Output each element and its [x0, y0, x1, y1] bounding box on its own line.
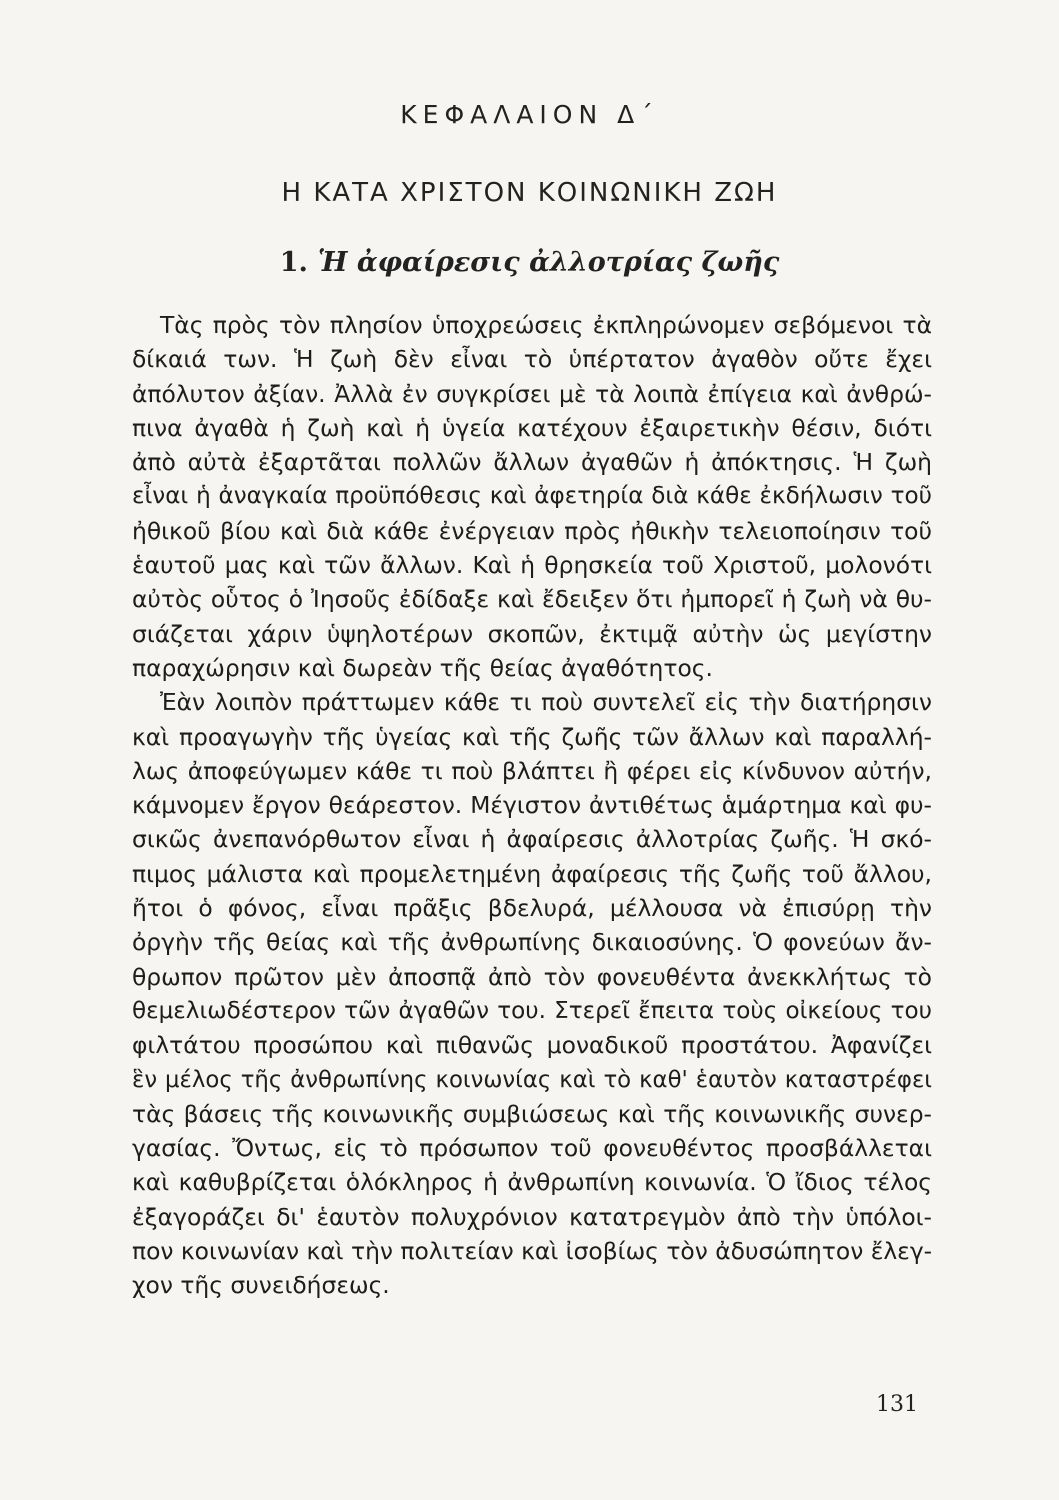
- section-heading: Ἡ ἀφαίρεσις ἀλλοτρίας ζωῆς: [317, 247, 780, 278]
- chapter-title: Η ΚΑΤΑ ΧΡΙΣΤΟΝ ΚΟΙΝΩΝΙΚΗ ΖΩΗ: [281, 178, 778, 208]
- text-line: σικῶς ἀνεπανόρθωτον εἶναι ἡ ἀφαίρεσις ἀλλοτρίας ζωῆς. Ἡ σκό-: [132, 825, 932, 854]
- text-line: κάμνομεν ἔργον θεάρεστον. Μέγιστον ἀντιθέτως ἁμάρτημα καὶ φυ-: [132, 791, 932, 820]
- text-line: καὶ προαγωγὴν τῆς ὑγείας καὶ τῆς ζωῆς τῶν ἄλλων καὶ παραλλή-: [132, 722, 932, 751]
- text-line: λως ἀποφεύγωμεν κάθε τι ποὺ βλάπτει ἢ φέρει εἰς κίνδυνον αὐτήν,: [132, 756, 932, 785]
- text-line: αὐτὸς οὗτος ὁ Ἰησοῦς ἐδίδαξε καὶ ἔδειξεν ὅτι ἠμπορεῖ ἡ ζωὴ νὰ θυ-: [132, 585, 932, 614]
- text-line: φιλτάτου προσώπου καὶ πιθανῶς μοναδικοῦ προστάτου. Ἀφανίζει: [132, 1031, 932, 1060]
- text-line: σιάζεται χάριν ὑψηλοτέρων σκοπῶν, ἐκτιμᾷ αὐτὴν ὡς μεγίστην: [132, 619, 932, 648]
- text-line: εἶναι ἡ ἀναγκαία προϋπόθεσις καὶ ἀφετηρία διὰ κάθε ἐκδήλωσιν τοῦ: [132, 483, 932, 510]
- text-line: γασίας. Ὄντως, εἰς τὸ πρόσωπον τοῦ φονευθέντος προσβάλλεται: [132, 1134, 932, 1163]
- text-line: ἑαυτοῦ μας καὶ τῶν ἄλλων. Καὶ ἡ θρησκεία τοῦ Χριστοῦ, μολονότι: [132, 551, 932, 580]
- text-line: πον κοινωνίαν καὶ τὴν πολιτείαν καὶ ἰσοβίως τὸν ἀδυσώπητον ἔλεγ-: [132, 1237, 933, 1266]
- text-line: ὀργὴν τῆς θείας καὶ τῆς ἀνθρωπίνης δικαιοσύνης. Ὁ φονεύων ἄν-: [132, 928, 932, 957]
- text-line: δίκαιά των. Ἡ ζωὴ δὲν εἶναι τὸ ὑπέρτατον ἀγαθὸν οὔτε ἔχει: [132, 345, 932, 374]
- text-line: πιμος μάλιστα καὶ προμελετημένη ἀφαίρεσις τῆς ζωῆς τοῦ ἄλλου,: [132, 859, 932, 888]
- text-line: ἠθικοῦ βίου καὶ διὰ κάθε ἐνέργειαν πρὸς ἠθικὴν τελειοποίησιν τοῦ: [132, 516, 932, 545]
- text-line: παραχώρησιν καὶ δωρεὰν τῆς θείας ἀγαθότητος.: [132, 653, 713, 682]
- section-title: [0, 247, 1059, 278]
- text-line: θεμελιωδέστερον τῶν ἀγαθῶν του. Στερεῖ ἔπειτα τοὺς οἰκείους του: [132, 997, 932, 1024]
- text-line: ἐξαγοράζει δι' ἑαυτὸν πολυχρόνιον κατατρεγμὸν ἀπὸ τὴν ὑπόλοι-: [132, 1202, 932, 1231]
- text-line: ἓν μέλος τῆς ἀνθρωπίνης κοινωνίας καὶ τὸ καθ' ἑαυτὸν καταστρέφει: [132, 1066, 932, 1093]
- chapter-label: ΚΕΦΑΛΑΙΟΝ Δ΄: [400, 100, 659, 129]
- body-text: [132, 308, 932, 1303]
- text-line: θρωπον πρῶτον μὲν ἀποσπᾷ ἀπὸ τὸν φονευθέντα ἀνεκκλήτως τὸ: [132, 962, 932, 991]
- text-line: ἤτοι ὁ φόνος, εἶναι πρᾶξις βδελυρά, μέλλουσα νὰ ἐπισύρῃ τὴν: [132, 894, 932, 923]
- text-line: καὶ καθυβρίζεται ὁλόκληρος ἡ ἀνθρωπίνη κοινωνία. Ὁ ἴδιος τέλος: [132, 1168, 932, 1197]
- text-line: χον τῆς συνειδήσεως.: [132, 1271, 390, 1300]
- text-line: Ἐὰν λοιπὸν πράττωμεν κάθε τι ποὺ συντελεῖ εἰς τὴν διατήρησιν: [160, 688, 932, 717]
- page-number: 131: [876, 1392, 918, 1417]
- text-line: ἀπὸ αὐτὰ ἐξαρτᾶται πολλῶν ἄλλων ἀγαθῶν ἡ ἀπόκτησις. Ἡ ζωὴ: [132, 448, 932, 477]
- text-line: πινα ἀγαθὰ ἡ ζωὴ καὶ ἡ ὑγεία κατέχουν ἐξαιρετικὴν θέσιν, διότι: [132, 413, 932, 442]
- section-number: 1.: [279, 247, 308, 278]
- paragraph-1: [132, 308, 932, 685]
- paragraph-2: [132, 685, 932, 1302]
- text-line: ἀπόλυτον ἀξίαν. Ἀλλὰ ἐν συγκρίσει μὲ τὰ λοιπὰ ἐπίγεια καὶ ἀνθρώ-: [132, 379, 932, 408]
- text-line: Τὰς πρὸς τὸν πλησίον ὑποχρεώσεις ἐκπληρώνομεν σεβόμενοι τὰ: [160, 311, 932, 339]
- text-line: τὰς βάσεις τῆς κοινωνικῆς συμβιώσεως καὶ τῆς κοινωνικῆς συνερ-: [132, 1099, 932, 1128]
